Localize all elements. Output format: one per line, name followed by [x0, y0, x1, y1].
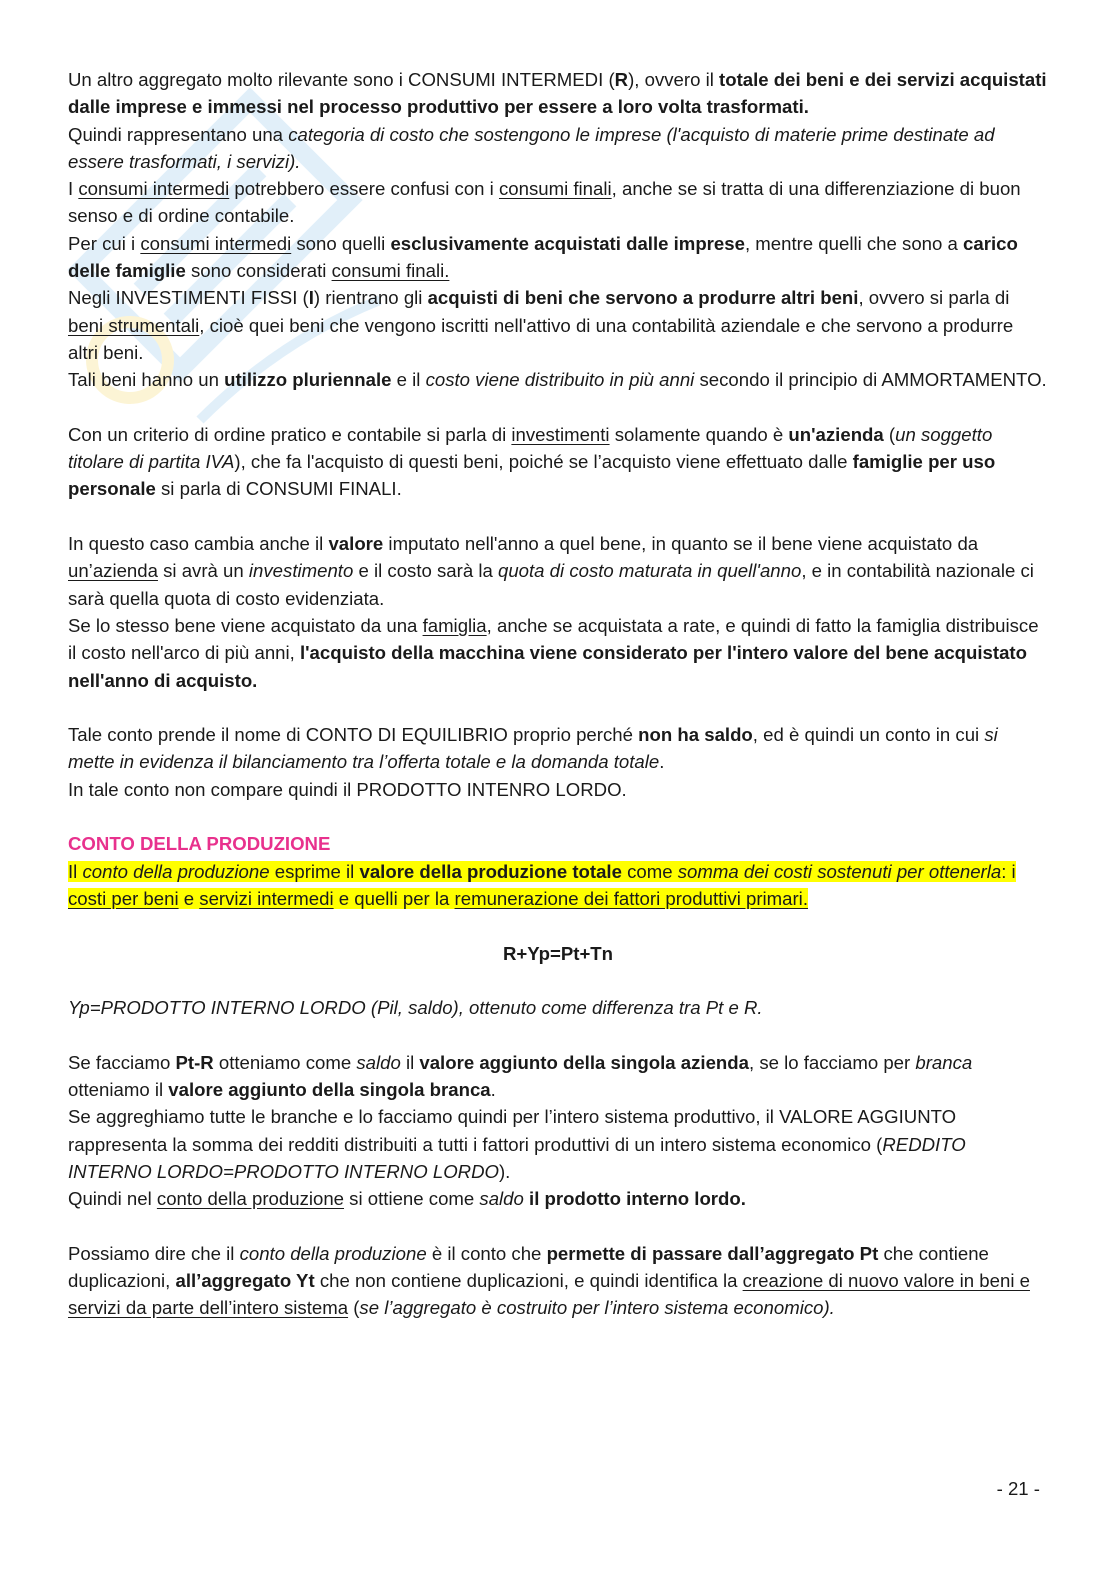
- paragraph-imprese-famiglie: Per cui i consumi intermedi sono quelli esclusivamente acquistati dalle imprese, mentre quelli che sono a carico delle famiglie sono considerati consumi finali.: [68, 232, 1018, 282]
- paragraph-prodotto-intenro: In tale conto non compare quindi il PRODOTTO INTENRO LORDO.: [68, 778, 627, 800]
- paragraph-aggregato-pt-yt: Possiamo dire che il conto della produzione è il conto che permette di passare dall’aggregato Pt che contiene duplicazioni, all’aggregato Yt che non contiene duplicazioni, e quindi identifica la creazione di nuovo valore in beni e servizi da parte dell’intero sistema (se l’aggregato è costruito per l’intero sistema economico).: [68, 1242, 1030, 1319]
- paragraph-conto-equilibrio: Tale conto prende il nome di CONTO DI EQUILIBRIO proprio perché non ha saldo, ed è quindi un conto in cui si mette in evidenza il bilanciamento tra l’offerta totale e la domanda totale.: [68, 724, 998, 773]
- paragraph-valore-aggiunto: Se aggreghiamo tutte le branche e lo facciamo quindi per l’intero sistema produttivo, il VALORE AGGIUNTO rappresenta la somma dei redditi distribuiti a tutti i fattori produttivi di un intero sistema economico (REDDITO INTERNO LORDO=PRODOTTO INTERNO LORDO).: [68, 1106, 966, 1182]
- paragraph-categoria-costo: Quindi rappresentano una categoria di costo che sostengono le imprese (l'acquisto di materie prime destinate ad essere trasformati, i servizi).: [68, 123, 995, 172]
- paragraph-consumi-intermedi: Un altro aggregato molto rilevante sono i CONSUMI INTERMEDI (R), ovvero il totale dei beni e dei servizi acquistati dalle imprese e immessi nel processo produttivo per essere a loro volta trasformati.: [68, 69, 1047, 118]
- paragraph-investimenti-fissi: Negli INVESTIMENTI FISSI (I) rientrano gli acquisti di beni che servono a produrre altri beni, ovvero si parla di beni strumentali, cioè quei beni che vengono iscritti nell'attivo di una contabilità aziendale e che servono a produrre altri beni.: [68, 287, 1014, 363]
- paragraph-saldo-pil: Quindi nel conto della produzione si ottiene come saldo il prodotto interno lordo.: [68, 1188, 746, 1210]
- paragraph-highlighted-definition: Il conto della produzione esprime il valore della produzione totale come somma dei costi sostenuti per ottenerla: i costi per beni e servizi intermedi e quelli per la remunerazione dei fattori produttivi primari.: [68, 860, 1016, 909]
- page-number: - 21 -: [996, 1478, 1040, 1499]
- paragraph-famiglia-rate: Se lo stesso bene viene acquistato da una famiglia, anche se acquistata a rate, e quindi di fatto la famiglia distribuisce il costo nell'arco di più anni, l'acquisto della macchina viene considerato per l'intero valore del bene acquistato nell'anno di acquisto.: [68, 614, 1039, 691]
- section-heading-conto-produzione: CONTO DELLA PRODUZIONE: [68, 833, 331, 855]
- paragraph-consumi-confusi: I consumi intermedi potrebbero essere confusi con i consumi finali, anche se si tratta di una differenziazione di buon senso e di ordine contabile.: [68, 178, 1021, 227]
- formula: R+Yp=Pt+Tn: [502, 942, 614, 964]
- paragraph-criterio-pratico: Con un criterio di ordine pratico e contabile si parla di investimenti solamente quando è un'azienda (un soggetto titolare di partita IVA), che fa l'acquisto di questi beni, poiché se l’acquisto viene effettuato dalle famiglie per uso personale si parla di CONSUMI FINALI.: [68, 423, 996, 500]
- document-body: [68, 66, 1048, 1322]
- paragraph-valore-imputato: In questo caso cambia anche il valore imputato nell'anno a quel bene, in quanto se il bene viene acquistato da un’azienda si avrà un investimento e il costo sarà la quota di costo maturata in quell'anno, e in contabilità nazionale ci sarà quella quota di costo evidenziata.: [68, 533, 1034, 609]
- paragraph-yp-definition: Yp=PRODOTTO INTERNO LORDO (Pil, saldo), ottenuto come differenza tra Pt e R.: [68, 997, 763, 1019]
- paragraph-pt-r: Se facciamo Pt-R otteniamo come saldo il valore aggiunto della singola azienda, se lo facciamo per branca otteniamo il valore aggiunto della singola branca.: [68, 1051, 973, 1100]
- paragraph-utilizzo-pluriennale: Tali beni hanno un utilizzo pluriennale e il costo viene distribuito in più anni secondo il principio di AMMORTAMENTO.: [68, 369, 1047, 391]
